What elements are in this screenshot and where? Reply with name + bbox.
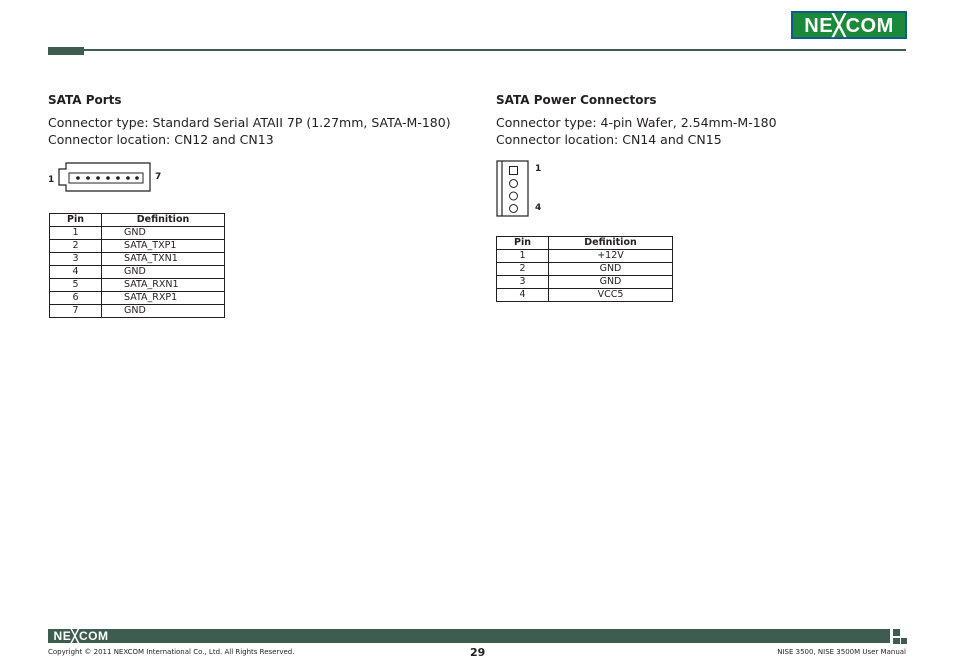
sata-power-pin-table	[496, 236, 673, 302]
sata-pin-start-label: 1	[48, 175, 55, 185]
footer-square-decoration	[893, 638, 900, 644]
footer-square-decoration	[901, 638, 907, 644]
pin-cell: 3	[497, 276, 549, 289]
sata-pin-6	[126, 176, 130, 180]
sata-pin-2	[86, 176, 90, 180]
definition-cell: GND	[102, 227, 225, 240]
sata-pin-end-label: 7	[155, 172, 162, 182]
footer-nexcom-logo: NE╳COM	[53, 629, 109, 643]
pin-cell: 2	[497, 263, 549, 276]
pin-cell: 7	[50, 305, 102, 318]
table-row	[497, 289, 673, 302]
header-rule	[48, 49, 906, 51]
definition-cell: GND	[549, 276, 673, 289]
table-row	[50, 266, 225, 279]
sata-pin-1	[76, 176, 80, 180]
power-pin-4	[510, 205, 518, 213]
power-pin-2	[510, 180, 518, 188]
pin-cell: 6	[50, 292, 102, 305]
sata-pin-7	[135, 176, 139, 180]
definition-cell: SATA_RXP1	[102, 292, 225, 305]
pin-header: Pin	[497, 237, 549, 250]
sata-ports-connector-type: Connector type: Standard Serial ATAII 7P (1.27mm, SATA-M-180)	[48, 115, 451, 130]
sata-pin-5	[116, 176, 120, 180]
table-row	[50, 227, 225, 240]
table-row	[497, 276, 673, 289]
definition-cell: SATA_RXN1	[102, 279, 225, 292]
sata-ports-pin-table	[49, 213, 225, 318]
table-row	[50, 279, 225, 292]
definition-cell: VCC5	[549, 289, 673, 302]
definition-header: Definition	[102, 214, 225, 227]
table-header-row	[497, 237, 673, 250]
definition-cell: GND	[102, 266, 225, 279]
pin-cell: 1	[497, 250, 549, 263]
power-pin-start-label: 1	[535, 164, 542, 174]
sata-port-diagram	[58, 162, 152, 192]
header-tab	[48, 47, 84, 55]
definition-cell: SATA_TXN1	[102, 253, 225, 266]
table-header-row	[50, 214, 225, 227]
sata-power-connector-diagram	[496, 160, 530, 218]
definition-cell: GND	[102, 305, 225, 318]
definition-cell: +12V	[549, 250, 673, 263]
table-row	[497, 250, 673, 263]
copyright-text: Copyright © 2011 NEXCOM International Co., Ltd. All Rights Reserved.	[48, 648, 295, 656]
footer-bar	[48, 629, 890, 643]
table-row	[50, 240, 225, 253]
sata-pin-3	[96, 176, 100, 180]
definition-cell: GND	[549, 263, 673, 276]
sata-power-heading: SATA Power Connectors	[496, 93, 657, 107]
page-number: 29	[470, 646, 486, 659]
pin-cell: 4	[497, 289, 549, 302]
pin-cell: 4	[50, 266, 102, 279]
sata-ports-heading: SATA Ports	[48, 93, 122, 107]
sata-ports-connector-location: Connector location: CN12 and CN13	[48, 132, 274, 147]
pin-cell: 2	[50, 240, 102, 253]
power-pin-1	[510, 167, 518, 175]
pin-header: Pin	[50, 214, 102, 227]
pin-cell: 5	[50, 279, 102, 292]
sata-power-connector-type: Connector type: 4-pin Wafer, 2.54mm-M-180	[496, 115, 777, 130]
nexcom-logo: NE╳COM	[791, 11, 907, 39]
table-row	[50, 253, 225, 266]
pin-cell: 3	[50, 253, 102, 266]
table-row	[50, 292, 225, 305]
power-pin-end-label: 4	[535, 203, 542, 213]
sata-pin-4	[106, 176, 110, 180]
power-pin-3	[510, 192, 518, 200]
table-row	[497, 263, 673, 276]
definition-cell: SATA_TXP1	[102, 240, 225, 253]
pin-cell: 1	[50, 227, 102, 240]
definition-header: Definition	[549, 237, 673, 250]
manual-title: NISE 3500, NISE 3500M User Manual	[777, 648, 906, 656]
footer-square-decoration	[893, 629, 900, 636]
sata-power-connector-location: Connector location: CN14 and CN15	[496, 132, 722, 147]
table-row	[50, 305, 225, 318]
